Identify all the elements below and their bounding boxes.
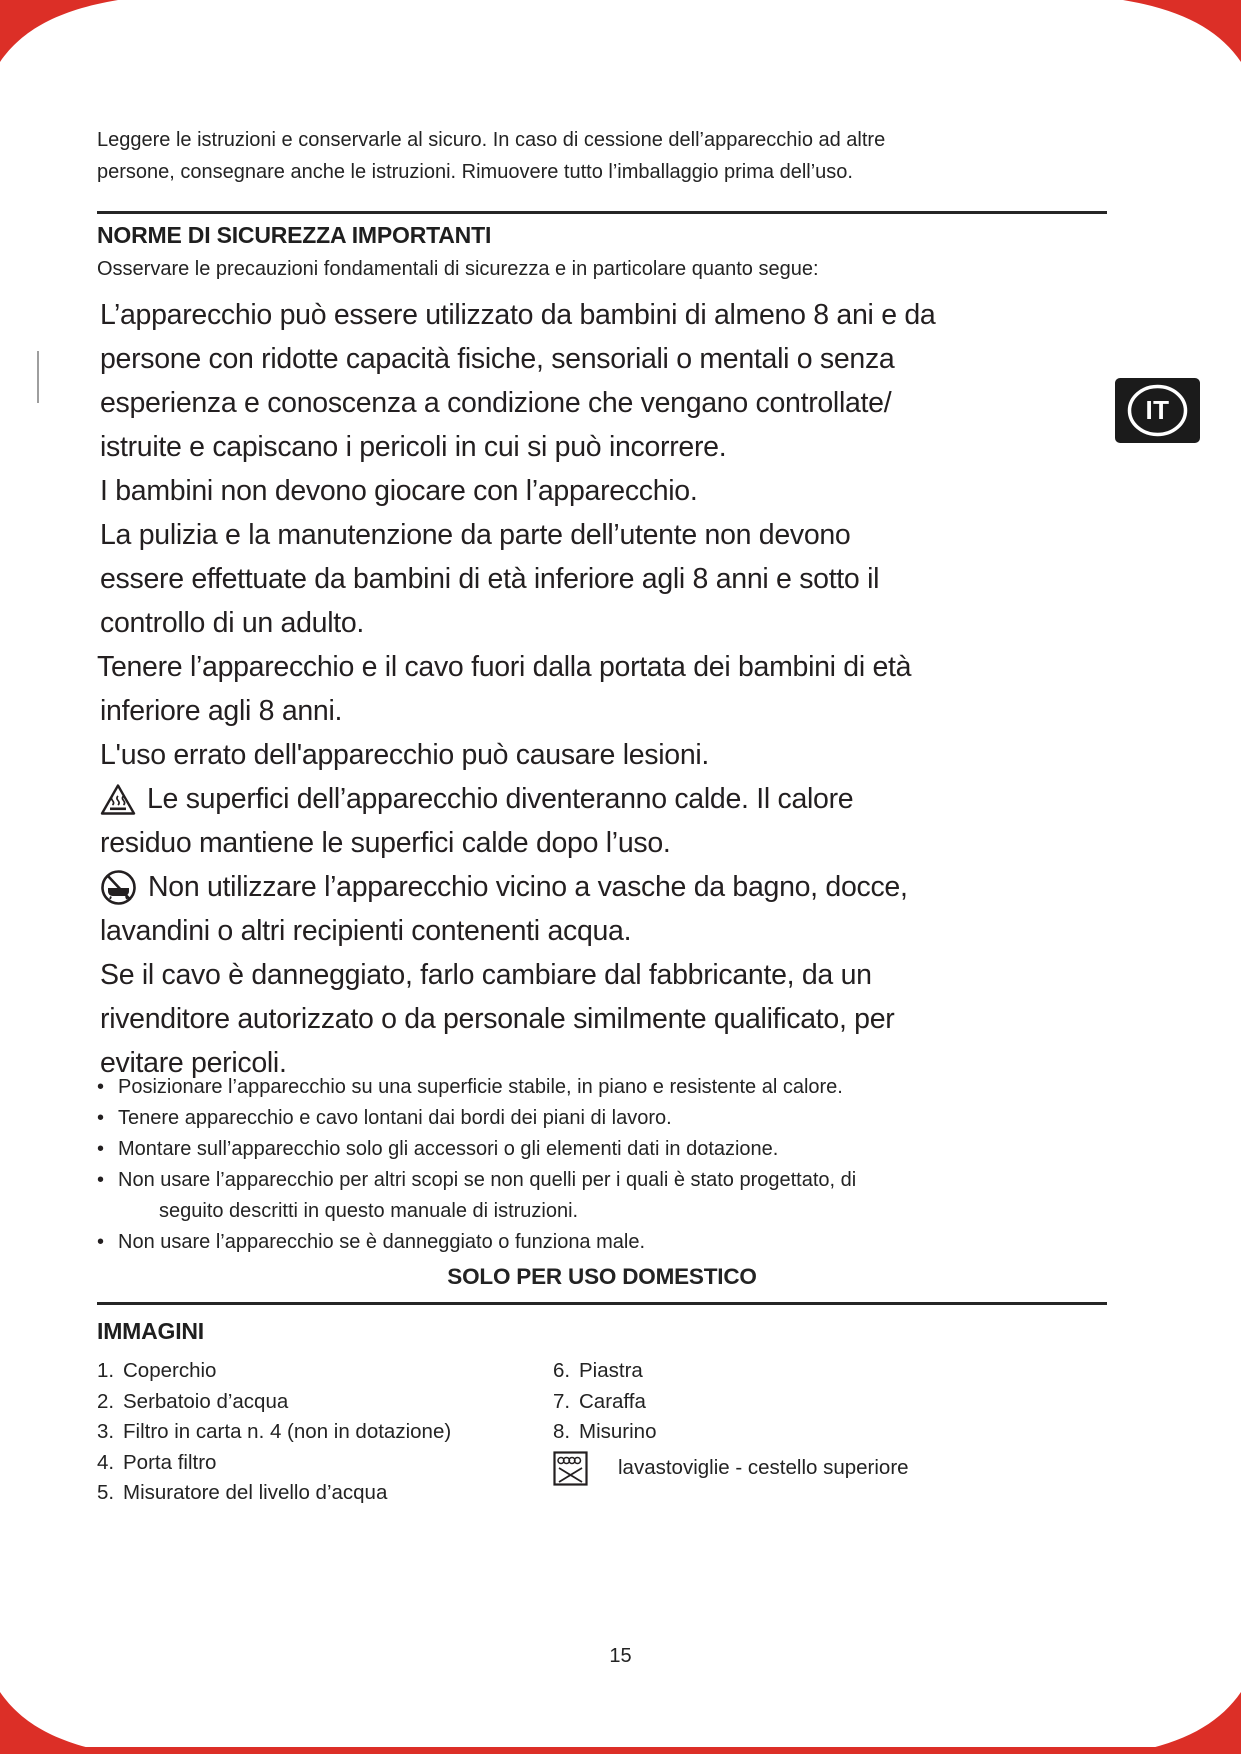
bullet-dot: • [97,1231,105,1253]
bullet-text: Non usare l’apparecchio se è danneggiato o funziona male. [118,1231,646,1253]
item-label: Serbatoio d’acqua [123,1389,289,1413]
item-number: 4. [97,1450,115,1474]
bullet-item [97,1227,1107,1258]
safety-line-text: Le superfici dell’apparecchio diventeranno calde. Il calore [147,783,854,815]
item-number: 5. [97,1481,115,1504]
list-item [97,1387,451,1418]
item-number: 3. [97,1420,115,1443]
bullet-item [97,1134,1107,1165]
domestic-use-heading: SOLO PER USO DOMESTICO [447,1264,757,1289]
bullet-item [97,1072,1107,1103]
section-divider-rule [97,211,1107,214]
parts-list-right-column [553,1356,909,1486]
item-label: Porta filtro [123,1450,217,1474]
list-item [553,1387,909,1418]
safety-text-block [97,293,1160,1085]
hot-surface-warning-icon [100,783,136,816]
red-corner-bottom-right-decoration [1123,1692,1241,1754]
red-corner-top-left-decoration [0,0,118,62]
safety-line: persone con ridotte capacità fisiche, sensoriali o mentali o senza [100,343,895,375]
safety-line: I bambini non devono giocare con l’apparecchio. [100,475,698,507]
dishwasher-note-label: lavastoviglie - cestello superiore [618,1456,909,1479]
item-number: 8. [553,1420,571,1443]
bullet-text: Non usare l’apparecchio per altri scopi se non quelli per i quali è stato progettato, di [118,1169,857,1191]
bullet-text: Tenere apparecchio e cavo lontani dai bordi dei piani di lavoro. [118,1107,672,1129]
item-label: Misuratore del livello d’acqua [123,1481,388,1504]
safety-line: residuo mantiene le superfici calde dopo l’uso. [100,827,671,859]
intro-line-1: Leggere le istruzioni e conservarle al sicuro. In caso di cessione dell’apparecchio ad altre [97,129,886,151]
item-label: Filtro in carta n. 4 (non in dotazione) [123,1420,452,1443]
item-number: 2. [97,1389,115,1413]
bullet-item-continuation: seguito descritti in questo manuale di istruzioni. [159,1200,579,1222]
safety-line-text: Non utilizzare l’apparecchio vicino a vasche da bagno, docce, [148,871,908,903]
bullet-dot: • [97,1138,105,1160]
images-section-heading: IMMAGINI [97,1318,204,1344]
bullet-text: Montare sull’apparecchio solo gli accessori o gli elementi dati in dotazione. [118,1138,779,1160]
red-corner-bottom-left-decoration [0,1692,118,1754]
bullet-dot: • [97,1076,105,1098]
safety-line: La pulizia e la manutenzione da parte dell’utente non devono [100,519,851,551]
item-number: 6. [553,1359,571,1382]
list-item [97,1417,451,1448]
do-not-use-near-water-icon [100,869,137,906]
safety-line: Tenere l’apparecchio e il cavo fuori dalla portata dei bambini di età [97,651,912,683]
left-margin-crop-mark [37,351,39,403]
bullet-item [97,1103,1107,1134]
item-label: Coperchio [123,1359,217,1382]
item-label: Misurino [579,1420,657,1443]
badge-label: IT [1145,395,1170,425]
dishwasher-top-rack-icon [553,1451,588,1486]
item-number: 1. [97,1359,115,1382]
dishwasher-note [553,1451,909,1486]
bullet-dot: • [97,1107,105,1129]
safety-line: Se il cavo è danneggiato, farlo cambiare dal fabbricante, da un [100,959,872,991]
safety-line: inferiore agli 8 anni. [100,695,343,727]
safety-line-hot-surface [100,777,1160,821]
safety-line: L'uso errato dell'apparecchio può causare lesioni. [100,739,710,771]
item-label: Piastra [579,1359,643,1382]
safety-line: lavandini o altri recipienti contenenti acqua. [100,915,632,947]
red-corner-top-right-decoration [1123,0,1241,62]
safety-line: controllo di un adulto. [100,607,365,639]
list-item [553,1356,909,1387]
safety-line: esperienza e conoscenza a condizione che vengano controllate/ [100,387,892,419]
safety-section-intro: Osservare le precauzioni fondamentali di sicurezza e in particolare quanto segue: [97,258,819,280]
safety-line: L’apparecchio può essere utilizzato da bambini di almeno 8 ani e da [100,299,936,331]
item-number: 7. [553,1389,571,1413]
bullet-dot: • [97,1169,105,1191]
intro-paragraph [97,124,1057,188]
bullet-text: Posizionare l’apparecchio su una superficie stabile, in piano e resistente al calore. [118,1076,843,1098]
safety-line: rivenditore autorizzato o da personale similmente qualificato, per [100,1003,895,1035]
red-bottom-edge-strip [0,1747,1241,1754]
safety-line-no-water [100,865,1160,909]
section-divider-rule [97,1302,1107,1305]
parts-list-left-column [97,1356,451,1509]
safety-section-heading: NORME DI SICUREZZA IMPORTANTI [97,222,492,248]
list-item [97,1478,451,1509]
safety-line: evitare pericoli. [100,1047,287,1079]
safety-bullet-list [97,1072,1107,1292]
list-item [97,1448,451,1479]
safety-line: essere effettuate da bambini di età inferiore agli 8 anni e sotto il [100,563,880,595]
item-label: Caraffa [579,1389,646,1413]
bullet-item [97,1165,1107,1196]
intro-line-2: persone, consegnare anche le istruzioni. Rimuovere tutto l’imballaggio prima dell’uso. [97,161,853,183]
list-item [97,1356,451,1387]
safety-line: istruite e capiscano i pericoli in cui si può incorrere. [100,431,727,463]
list-item [553,1417,909,1448]
page-number: 15 [609,1645,632,1667]
